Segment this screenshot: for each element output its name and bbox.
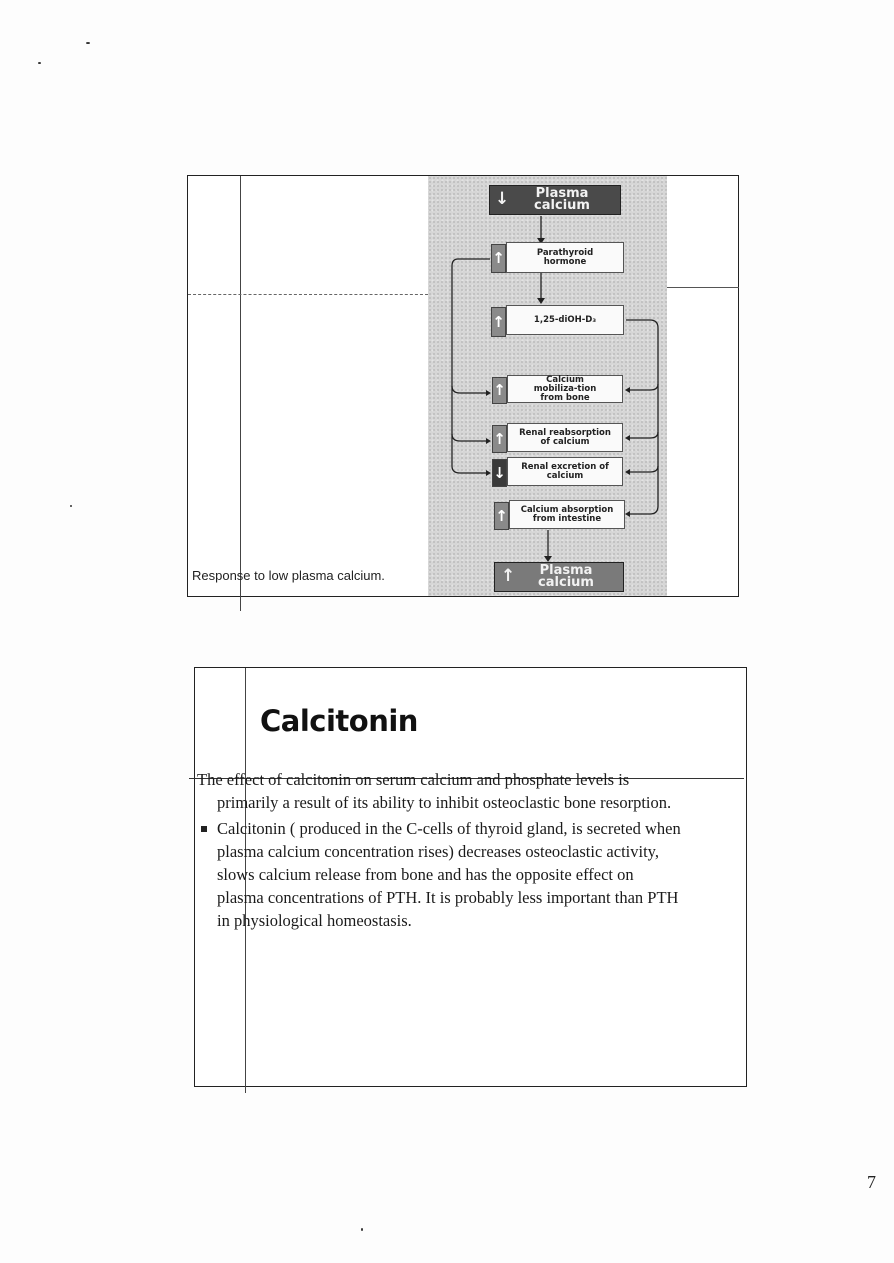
- plasma-calcium-high-box: [494, 562, 624, 592]
- bullet-icon: [201, 826, 207, 832]
- up-arrow-icon: ↑: [501, 566, 516, 586]
- slide-title: Calcitonin: [260, 704, 418, 738]
- slide-calcitonin: [194, 667, 747, 1087]
- up-arrow-icon: ↑: [494, 502, 509, 530]
- calcium-response-diagram: [428, 176, 667, 596]
- box-label: Plasma calcium: [538, 563, 594, 590]
- bullet-text-line: Calcitonin ( produced in the C-cells of thyroid gland, is secreted when: [217, 819, 681, 838]
- slide-plasma-calcium: [187, 175, 739, 597]
- parathyroid-hormone-box: Parathyroid hormone: [506, 242, 624, 273]
- bullet-text-line: plasma calcium concentration rises) decreases osteoclastic activity,: [217, 842, 659, 861]
- divider-line: [188, 294, 428, 295]
- box-label: Plasma calcium: [534, 186, 590, 213]
- page-number: 7: [867, 1172, 876, 1192]
- bullet-text-line: slows calcium release from bone and has the opposite effect on: [217, 865, 634, 884]
- scan-speck: [361, 1228, 363, 1231]
- intestinal-absorption-box: Calcium absorption from intestine: [509, 500, 625, 529]
- scan-speck: [86, 42, 90, 44]
- scan-speck: [70, 505, 72, 507]
- bone-mobilization-box: Calcium mobiliza-tion from bone: [507, 375, 623, 403]
- down-arrow-icon: ↓: [495, 189, 510, 209]
- intro-text-line: The effect of calcitonin on serum calcium and phosphate levels is: [197, 770, 630, 789]
- up-arrow-icon: ↑: [491, 244, 506, 273]
- plasma-calcium-low-box: [489, 185, 621, 215]
- slide-caption: Response to low plasma calcium.: [192, 568, 385, 583]
- intro-text-line: primarily a result of its ability to inhibit osteoclastic bone resorption.: [217, 793, 672, 812]
- renal-excretion-box: Renal excretion of calcium: [507, 457, 623, 486]
- renal-reabsorption-box: Renal reabsorption of calcium: [507, 423, 623, 452]
- up-arrow-icon: ↑: [492, 377, 507, 404]
- scan-speck: [38, 62, 41, 64]
- down-arrow-icon: ↓: [492, 459, 507, 487]
- bullet-text-line: plasma concentrations of PTH. It is probably less important than PTH: [217, 888, 679, 907]
- up-arrow-icon: ↑: [491, 307, 506, 337]
- up-arrow-icon: ↑: [492, 425, 507, 453]
- vitamin-d-box: 1,25-diOH-D₃: [506, 305, 624, 335]
- divider-line: [667, 287, 739, 288]
- bullet-text-line: in physiological homeostasis.: [217, 911, 412, 930]
- margin-line: [240, 176, 241, 611]
